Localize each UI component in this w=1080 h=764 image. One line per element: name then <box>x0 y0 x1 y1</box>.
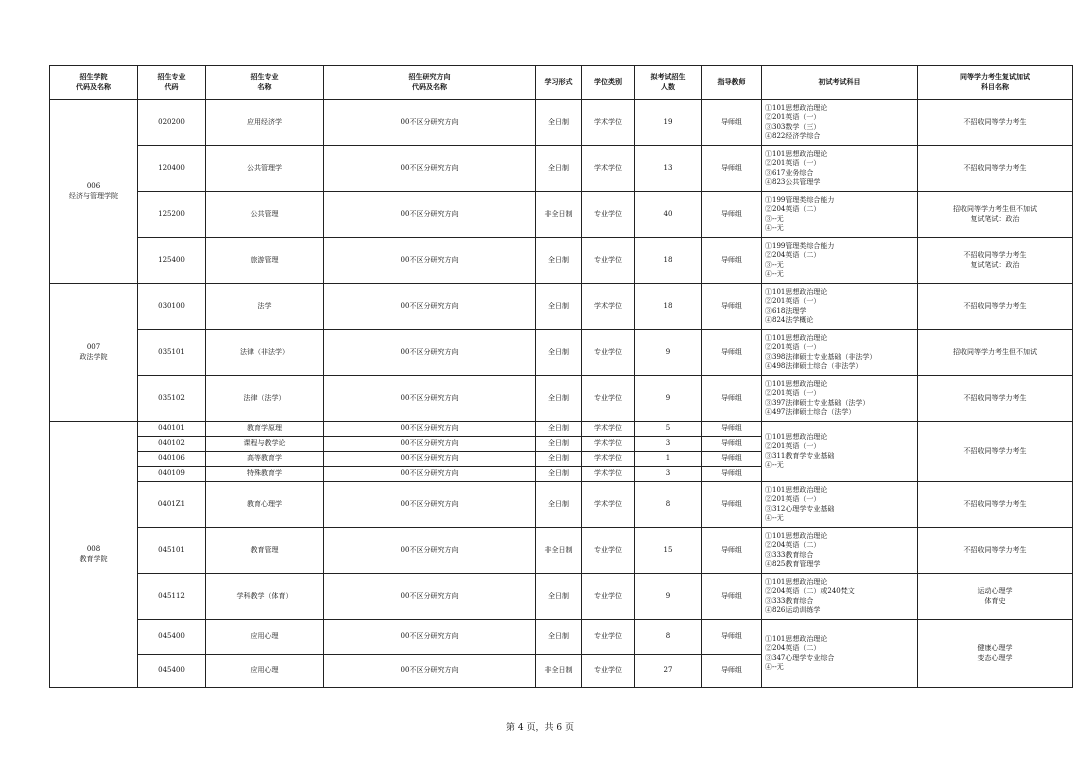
table-row <box>50 376 1073 422</box>
exam-subjects-cell-line: ④498法律硕士综合（非法学） <box>765 361 863 370</box>
exam-subjects-cell-line: ②204英语（二） <box>765 251 821 260</box>
degree-type-cell: 专业学位 <box>582 330 635 376</box>
exam-subjects-cell <box>762 146 918 192</box>
direction-cell: 00不区分研究方向 <box>324 482 536 528</box>
equivalent-extra-cell <box>918 482 1073 528</box>
advisor-cell: 导师组 <box>702 284 762 330</box>
exam-subjects-cell-line: ②201英语（一） <box>765 389 821 398</box>
enrollment-count-cell: 8 <box>635 620 702 655</box>
direction-cell: 00不区分研究方向 <box>324 437 536 452</box>
degree-type-cell: 学术学位 <box>582 422 635 437</box>
column-header-line: 人数 <box>661 82 675 91</box>
exam-subjects-cell-line: ②204英语（二） <box>765 205 821 214</box>
exam-subjects-cell-line: ②201英语（一） <box>765 297 821 306</box>
column-header-line: 招生研究方向 <box>408 73 451 82</box>
exam-subjects-cell-line: ②201英语（一） <box>765 159 821 168</box>
major-name-cell: 教育学原理 <box>206 422 324 437</box>
exam-subjects-cell <box>762 422 918 482</box>
major-name-cell: 特殊教育学 <box>206 467 324 482</box>
direction-cell: 00不区分研究方向 <box>324 422 536 437</box>
direction-cell: 00不区分研究方向 <box>324 330 536 376</box>
degree-type-cell: 专业学位 <box>582 655 635 688</box>
equivalent-extra-cell-line: 体育史 <box>984 596 1006 605</box>
table-row <box>50 574 1073 620</box>
major-code-cell: 045400 <box>138 620 206 655</box>
table-row <box>50 482 1073 528</box>
advisor-cell: 导师组 <box>702 146 762 192</box>
table-row <box>50 422 1073 437</box>
exam-subjects-cell-line: ①101思想政治理论 <box>765 433 828 442</box>
column-header-line: 招生学院 <box>79 73 108 82</box>
college-cell <box>50 100 138 284</box>
direction-cell: 00不区分研究方向 <box>324 452 536 467</box>
major-code-cell: 040109 <box>138 467 206 482</box>
header-row <box>50 66 1073 100</box>
exam-subjects-cell-line: ②201英语（一） <box>765 113 821 122</box>
advisor-cell: 导师组 <box>702 620 762 655</box>
major-name-cell: 应用经济学 <box>206 100 324 146</box>
exam-subjects-cell-line: ④825教育管理学 <box>765 559 821 568</box>
exam-subjects-cell-line: ①101思想政治理论 <box>765 486 828 495</box>
equivalent-extra-cell-line: 不招收同等学力考生 <box>963 499 1027 508</box>
column-header <box>762 66 918 100</box>
column-header <box>536 66 582 100</box>
exam-subjects-cell-line: ③398法律硕士专业基础（非法学） <box>765 352 877 361</box>
study-mode-cell: 全日制 <box>536 437 582 452</box>
table-row <box>50 284 1073 330</box>
advisor-cell: 导师组 <box>702 376 762 422</box>
exam-subjects-cell-line: ①101思想政治理论 <box>765 104 828 113</box>
exam-subjects-cell-line: ④497法律硕士综合（法学） <box>765 407 856 416</box>
advisor-cell: 导师组 <box>702 437 762 452</box>
table-row <box>50 146 1073 192</box>
column-header-line: 初试考试科目 <box>818 77 861 86</box>
equivalent-extra-cell-line: 变态心理学 <box>977 653 1013 662</box>
major-name-cell: 法律（法学） <box>206 376 324 422</box>
advisor-cell: 导师组 <box>702 330 762 376</box>
direction-cell: 00不区分研究方向 <box>324 100 536 146</box>
college-cell-line: 008 <box>86 545 101 554</box>
enrollment-count-cell: 15 <box>635 528 702 574</box>
exam-subjects-cell-line: ④--无 <box>765 223 784 232</box>
page-footer: 第 4 页，共 6 页 <box>506 723 574 733</box>
direction-cell: 00不区分研究方向 <box>324 192 536 238</box>
exam-subjects-cell-line: ④--无 <box>765 269 784 278</box>
major-code-cell: 045112 <box>138 574 206 620</box>
major-name-cell: 课程与教学论 <box>206 437 324 452</box>
exam-subjects-cell <box>762 376 918 422</box>
equivalent-extra-cell-line: 不招收同等学力考生 <box>963 117 1027 126</box>
degree-type-cell: 专业学位 <box>582 192 635 238</box>
equivalent-extra-cell-line: 运动心理学 <box>977 587 1013 596</box>
degree-type-cell: 专业学位 <box>582 574 635 620</box>
column-header <box>918 66 1073 100</box>
equivalent-extra-cell <box>918 620 1073 688</box>
equivalent-extra-cell <box>918 422 1073 482</box>
advisor-cell: 导师组 <box>702 467 762 482</box>
exam-subjects-cell-line: ④--无 <box>765 460 784 469</box>
exam-subjects-cell <box>762 192 918 238</box>
exam-subjects-cell-line: ④826运动训练学 <box>765 605 821 614</box>
equivalent-extra-cell-line: 不招收同等学力考生 <box>963 393 1027 402</box>
column-header-line: 代码及名称 <box>412 82 447 91</box>
exam-subjects-cell-line: ①199管理类综合能力 <box>765 242 835 251</box>
exam-subjects-cell <box>762 238 918 284</box>
exam-subjects-cell <box>762 482 918 528</box>
major-code-cell: 035102 <box>138 376 206 422</box>
study-mode-cell: 全日制 <box>536 467 582 482</box>
column-header <box>635 66 702 100</box>
enrollment-count-cell: 9 <box>635 330 702 376</box>
degree-type-cell: 学术学位 <box>582 467 635 482</box>
major-name-cell: 应用心理 <box>206 655 324 688</box>
major-code-cell: 045400 <box>138 655 206 688</box>
column-header <box>206 66 324 100</box>
advisor-cell: 导师组 <box>702 238 762 284</box>
exam-subjects-cell-line: ③--无 <box>765 260 784 269</box>
major-name-cell: 学科教学（体育） <box>206 574 324 620</box>
column-header-line: 招生专业 <box>250 73 279 82</box>
study-mode-cell: 全日制 <box>536 330 582 376</box>
college-cell-line: 006 <box>86 182 101 191</box>
table-row <box>50 528 1073 574</box>
advisor-cell: 导师组 <box>702 422 762 437</box>
college-cell-line: 经济与管理学院 <box>69 191 118 200</box>
equivalent-extra-cell <box>918 376 1073 422</box>
exam-subjects-cell-line: ①101思想政治理论 <box>765 288 828 297</box>
major-name-cell: 旅游管理 <box>206 238 324 284</box>
major-code-cell: 040101 <box>138 422 206 437</box>
direction-cell: 00不区分研究方向 <box>324 574 536 620</box>
column-header-line: 招生专业 <box>157 73 186 82</box>
degree-type-cell: 学术学位 <box>582 146 635 192</box>
major-code-cell: 125400 <box>138 238 206 284</box>
major-name-cell: 法学 <box>206 284 324 330</box>
table-row <box>50 620 1073 655</box>
column-header-line: 学位类别 <box>594 77 622 86</box>
equivalent-extra-cell <box>918 330 1073 376</box>
study-mode-cell: 全日制 <box>536 284 582 330</box>
equivalent-extra-cell-line: 不招收同等学力考生 <box>963 446 1027 455</box>
college-cell-line: 政法学院 <box>79 352 108 361</box>
major-code-cell: 045101 <box>138 528 206 574</box>
exam-subjects-cell-line: ④--无 <box>765 513 784 522</box>
degree-type-cell: 专业学位 <box>582 528 635 574</box>
study-mode-cell: 全日制 <box>536 574 582 620</box>
degree-type-cell: 学术学位 <box>582 284 635 330</box>
exam-subjects-cell-line: ②204英语（二） <box>765 644 821 653</box>
college-cell <box>50 422 138 688</box>
exam-subjects-cell <box>762 620 918 688</box>
enrollment-count-cell: 18 <box>635 238 702 284</box>
major-code-cell: 020200 <box>138 100 206 146</box>
advisor-cell: 导师组 <box>702 452 762 467</box>
degree-type-cell: 学术学位 <box>582 437 635 452</box>
enrollment-count-cell: 3 <box>635 437 702 452</box>
column-header <box>138 66 206 100</box>
exam-subjects-cell-line: ①101思想政治理论 <box>765 578 828 587</box>
exam-subjects-cell-line: ③397法律硕士专业基础（法学） <box>765 398 870 407</box>
major-name-cell: 公共管理学 <box>206 146 324 192</box>
exam-subjects-cell <box>762 330 918 376</box>
direction-cell: 00不区分研究方向 <box>324 467 536 482</box>
advisor-cell: 导师组 <box>702 192 762 238</box>
equivalent-extra-cell-line: 不招收同等学力考生 <box>963 163 1027 172</box>
column-header-line: 代码及名称 <box>76 82 111 91</box>
study-mode-cell: 全日制 <box>536 146 582 192</box>
direction-cell: 00不区分研究方向 <box>324 528 536 574</box>
exam-subjects-cell-line: ③--无 <box>765 214 784 223</box>
equivalent-extra-cell <box>918 238 1073 284</box>
major-name-cell: 教育心理学 <box>206 482 324 528</box>
exam-subjects-cell-line: ①199管理类综合能力 <box>765 196 835 205</box>
major-code-cell: 030100 <box>138 284 206 330</box>
column-header <box>324 66 536 100</box>
enrollment-count-cell: 19 <box>635 100 702 146</box>
exam-subjects-cell-line: ③617业务综合 <box>765 168 814 177</box>
exam-subjects-cell <box>762 284 918 330</box>
exam-subjects-cell <box>762 574 918 620</box>
advisor-cell: 导师组 <box>702 528 762 574</box>
table-row <box>50 100 1073 146</box>
degree-type-cell: 学术学位 <box>582 100 635 146</box>
equivalent-extra-cell <box>918 528 1073 574</box>
column-header-line: 同等学力考生复试加试 <box>960 73 1030 82</box>
direction-cell: 00不区分研究方向 <box>324 620 536 655</box>
advisor-cell: 导师组 <box>702 482 762 528</box>
exam-subjects-cell-line: ①101思想政治理论 <box>765 150 828 159</box>
equivalent-extra-cell-line: 不招收同等学力考生 <box>963 545 1027 554</box>
exam-subjects-cell-line: ②201英语（一） <box>765 442 821 451</box>
study-mode-cell: 全日制 <box>536 452 582 467</box>
enrollment-count-cell: 8 <box>635 482 702 528</box>
enrollment-count-cell: 13 <box>635 146 702 192</box>
enrollment-count-cell: 18 <box>635 284 702 330</box>
enrollment-count-cell: 5 <box>635 422 702 437</box>
column-header <box>582 66 635 100</box>
exam-subjects-cell-line: ①101思想政治理论 <box>765 532 828 541</box>
direction-cell: 00不区分研究方向 <box>324 284 536 330</box>
exam-subjects-cell-line: ②204英语（二）或240梵文 <box>765 587 855 596</box>
advisor-cell: 导师组 <box>702 100 762 146</box>
equivalent-extra-cell-line: 复试笔试：政治 <box>970 260 1020 269</box>
advisor-cell: 导师组 <box>702 655 762 688</box>
exam-subjects-cell-line: ①101思想政治理论 <box>765 334 828 343</box>
college-cell <box>50 284 138 422</box>
exam-subjects-cell-line: ③303数学（三） <box>765 122 821 131</box>
enrollment-count-cell: 3 <box>635 467 702 482</box>
study-mode-cell: 非全日制 <box>536 655 582 688</box>
study-mode-cell: 全日制 <box>536 238 582 284</box>
exam-subjects-cell <box>762 528 918 574</box>
major-name-cell: 公共管理 <box>206 192 324 238</box>
major-code-cell: 040102 <box>138 437 206 452</box>
major-name-cell: 高等教育学 <box>206 452 324 467</box>
exam-subjects-cell-line: ③311教育学专业基础 <box>765 451 835 460</box>
exam-subjects-cell-line: ①101思想政治理论 <box>765 635 828 644</box>
exam-subjects-cell-line: ④823公共管理学 <box>765 177 821 186</box>
direction-cell: 00不区分研究方向 <box>324 376 536 422</box>
advisor-cell: 导师组 <box>702 574 762 620</box>
column-header-line: 学习形式 <box>544 77 573 86</box>
enrollment-count-cell: 40 <box>635 192 702 238</box>
equivalent-extra-cell-line: 不招收同等学力考生 <box>963 251 1027 260</box>
major-code-cell: 125200 <box>138 192 206 238</box>
exam-subjects-cell-line: ③312心理学专业基础 <box>765 504 835 513</box>
study-mode-cell: 非全日制 <box>536 528 582 574</box>
column-header-line: 拟考试招生 <box>650 73 686 82</box>
study-mode-cell: 全日制 <box>536 422 582 437</box>
major-code-cell: 040106 <box>138 452 206 467</box>
major-code-cell: 035101 <box>138 330 206 376</box>
column-header-line: 名称 <box>257 82 272 91</box>
equivalent-extra-cell-line: 复试笔试：政治 <box>970 214 1020 223</box>
equivalent-extra-cell <box>918 100 1073 146</box>
enrollment-count-cell: 9 <box>635 574 702 620</box>
equivalent-extra-cell <box>918 146 1073 192</box>
exam-subjects-cell-line: ②204英语（二） <box>765 541 821 550</box>
degree-type-cell: 专业学位 <box>582 620 635 655</box>
exam-subjects-cell-line: ③618法理学 <box>765 306 807 315</box>
column-header-line: 代码 <box>164 82 179 91</box>
direction-cell: 00不区分研究方向 <box>324 238 536 284</box>
equivalent-extra-cell-line: 招收同等学力考生但不加试 <box>953 347 1037 356</box>
study-mode-cell: 全日制 <box>536 100 582 146</box>
exam-subjects-cell-line: ④822经济学综合 <box>765 131 821 140</box>
major-name-cell: 应用心理 <box>206 620 324 655</box>
degree-type-cell: 专业学位 <box>582 376 635 422</box>
exam-subjects-cell-line: ③347心理学专业综合 <box>765 653 835 662</box>
college-cell-line: 教育学院 <box>79 554 108 563</box>
degree-type-cell: 专业学位 <box>582 238 635 284</box>
direction-cell: 00不区分研究方向 <box>324 146 536 192</box>
study-mode-cell: 非全日制 <box>536 192 582 238</box>
equivalent-extra-cell-line: 招收同等学力考生但不加试 <box>953 205 1037 214</box>
table-row <box>50 192 1073 238</box>
major-name-cell: 法律（非法学） <box>206 330 324 376</box>
table-row <box>50 330 1073 376</box>
equivalent-extra-cell <box>918 284 1073 330</box>
degree-type-cell: 学术学位 <box>582 482 635 528</box>
column-header <box>702 66 762 100</box>
exam-subjects-cell <box>762 100 918 146</box>
study-mode-cell: 全日制 <box>536 620 582 655</box>
equivalent-extra-cell-line: 健康心理学 <box>977 644 1013 653</box>
equivalent-extra-cell <box>918 574 1073 620</box>
study-mode-cell: 全日制 <box>536 482 582 528</box>
exam-subjects-cell-line: ④--无 <box>765 662 784 671</box>
major-name-cell: 教育管理 <box>206 528 324 574</box>
enrollment-count-cell: 1 <box>635 452 702 467</box>
major-code-cell: 120400 <box>138 146 206 192</box>
exam-subjects-cell-line: ③333教育综合 <box>765 550 814 559</box>
enrollment-count-cell: 9 <box>635 376 702 422</box>
admissions-table <box>49 65 1073 688</box>
column-header <box>50 66 138 100</box>
college-cell-line: 007 <box>86 343 101 352</box>
table-row <box>50 238 1073 284</box>
exam-subjects-cell-line: ②201英语（一） <box>765 495 821 504</box>
major-code-cell: 0401Z1 <box>138 482 206 528</box>
exam-subjects-cell-line: ④824法学概论 <box>765 315 814 324</box>
degree-type-cell: 学术学位 <box>582 452 635 467</box>
exam-subjects-cell-line: ①101思想政治理论 <box>765 380 828 389</box>
study-mode-cell: 全日制 <box>536 376 582 422</box>
column-header-line: 科目名称 <box>981 82 1009 91</box>
column-header-line: 指导教师 <box>717 77 746 86</box>
direction-cell: 00不区分研究方向 <box>324 655 536 688</box>
equivalent-extra-cell <box>918 192 1073 238</box>
exam-subjects-cell-line: ②201英语（一） <box>765 343 821 352</box>
exam-subjects-cell-line: ③333教育综合 <box>765 596 814 605</box>
equivalent-extra-cell-line: 不招收同等学力考生 <box>963 301 1027 310</box>
enrollment-count-cell: 27 <box>635 655 702 688</box>
